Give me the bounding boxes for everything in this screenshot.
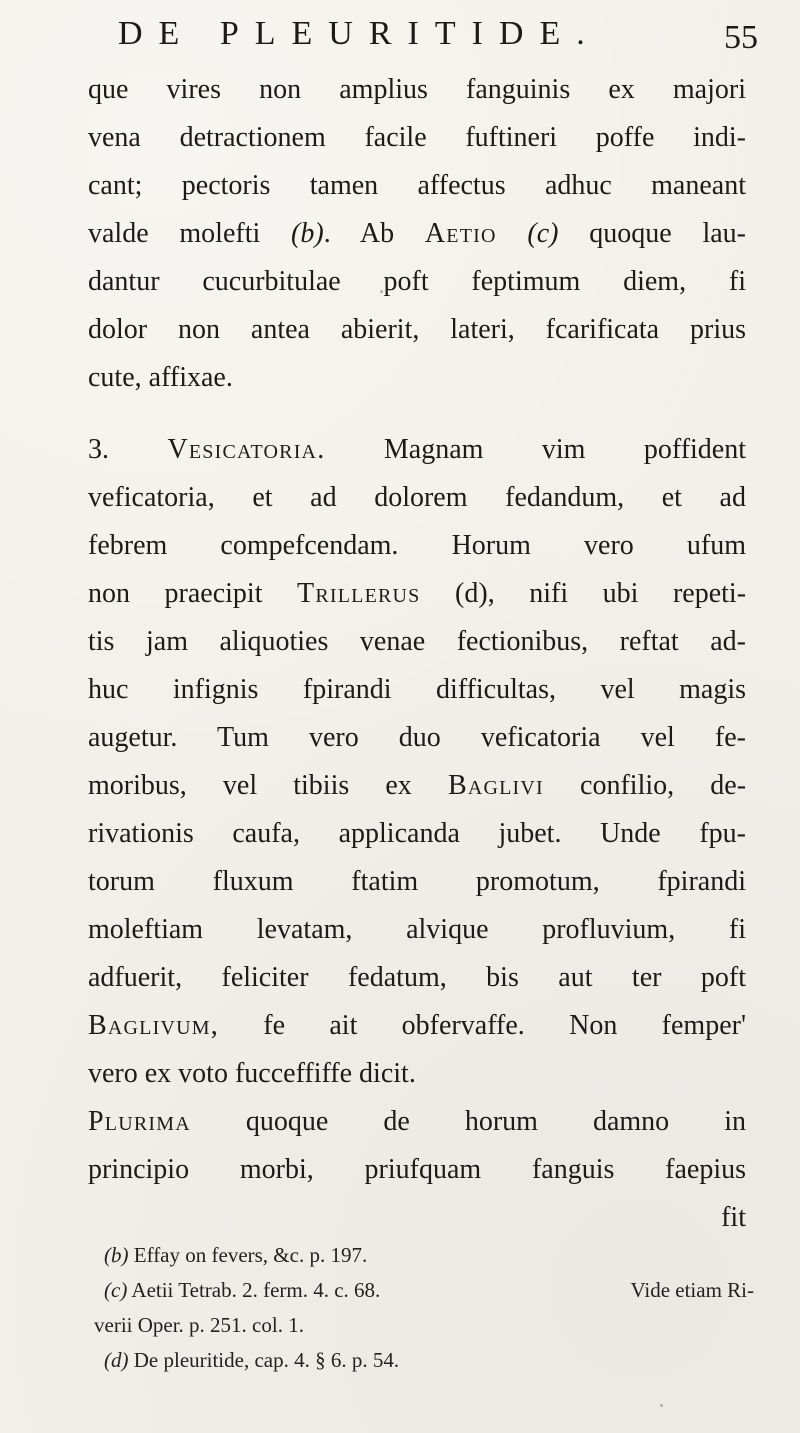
text-line: cant; pectoris tamen affectus adhuc maneant [88,170,746,201]
paper-speck [660,1404,663,1407]
text-line-fragment: moribus, vel tibiis ex [88,770,412,801]
author-name-aetio: Aetio [424,218,497,249]
author-name-baglivi: Baglivi [447,770,544,801]
text-line [88,762,746,810]
text-line: cute, affixae. [88,362,233,393]
text-line: rivationis caufa, applicanda jubet. Unde fpu- [88,818,746,849]
paper-speck [380,290,383,293]
text-line-fragment: confilio, de- [580,770,746,801]
text-line: augetur. Tum vero duo veficatoria vel fe- [88,722,746,753]
section-number: 3. [88,434,109,465]
text-line-fragment: Magnam vim poffident [383,434,746,465]
running-header [118,14,758,54]
text-line [88,210,746,258]
footnote-d [104,1343,754,1378]
text-line: tis jam aliquoties venae fectionibus, reftat ad- [88,626,746,657]
text-line-fragment: fe ait obfervaffe. Non femper' [263,1010,746,1041]
main-text [88,66,746,1242]
footnote-text-b: Effay on fevers, &c. p. 197. [133,1243,368,1267]
footnote-text-d: De pleuritide, cap. 4. § 6. p. 54. [133,1348,400,1372]
footnote-b [104,1238,754,1273]
text-line-fragment: valde molefti (b). Ab [88,218,425,249]
text-line: dantur cucurbitulae poft feptimum diem, fi [88,266,746,297]
author-name-trillerus: Trillerus [297,578,421,609]
text-line: torum fluxum ftatim promotum, fpirandi [88,866,746,897]
text-line: que vires non amplius fanguinis ex majori [88,74,746,105]
footnote-text-c: Aetii Tetrab. 2. ferm. 4. c. 68. [131,1278,381,1302]
text-line-fragment: (c) quoque lau- [527,218,746,249]
text-line-fragment: non praecipit [88,578,263,609]
footnote-text-c-right: Vide etiam Ri- [630,1278,754,1302]
text-line: dolor non antea abierit, lateri, fcarificata prius [88,314,746,345]
text-line: vena detractionem facile fuftineri poffe indi- [88,122,746,153]
paper-speck [112,1260,115,1263]
text-line: huc infignis fpirandi difficultas, vel magis [88,674,746,705]
text-line [88,570,746,618]
section-heading: Vesicatoria. [167,434,326,465]
footnote-mark-c: (c) [104,1278,128,1302]
footnote-ref-c: (c) [527,218,559,249]
author-name-baglivum: Baglivum, [88,1010,219,1041]
text-line: principio morbi, priufquam fanguis faepius [88,1154,746,1185]
text-line-fragment: quoque de horum damno in [245,1106,746,1137]
footnote-mark-d: (d) [104,1348,129,1372]
running-title: DE PLEURITIDE. [118,15,601,52]
text-line-fragment: (d), nifi ubi repeti- [455,578,746,609]
footnote-mark-b: (b) [104,1243,129,1267]
text-line: adfuerit, feliciter fedatum, bis aut ter poft [88,962,746,993]
text-line: febrem compefcendam. Horum vero ufum [88,530,746,561]
section-heading-line [88,426,746,474]
page-number: 55 [724,19,758,56]
catchword: fit [721,1202,746,1233]
footnote-c [104,1273,754,1308]
footnotes [94,1238,754,1378]
paragraph-lead-word: Plurima [88,1106,191,1137]
text-line [88,1098,746,1146]
text-line: veficatoria, et ad dolorem fedandum, et ad [88,482,746,513]
paragraph-gap [88,402,746,426]
text-line: vero ex voto fucceffiffe dicit. [88,1058,416,1089]
text-line: moleftiam levatam, alvique profluvium, fi [88,914,746,945]
footnote-c-continuation: verii Oper. p. 251. col. 1. [94,1313,304,1337]
footnote-ref-b: (b) [291,218,324,249]
text-line [88,1002,746,1050]
